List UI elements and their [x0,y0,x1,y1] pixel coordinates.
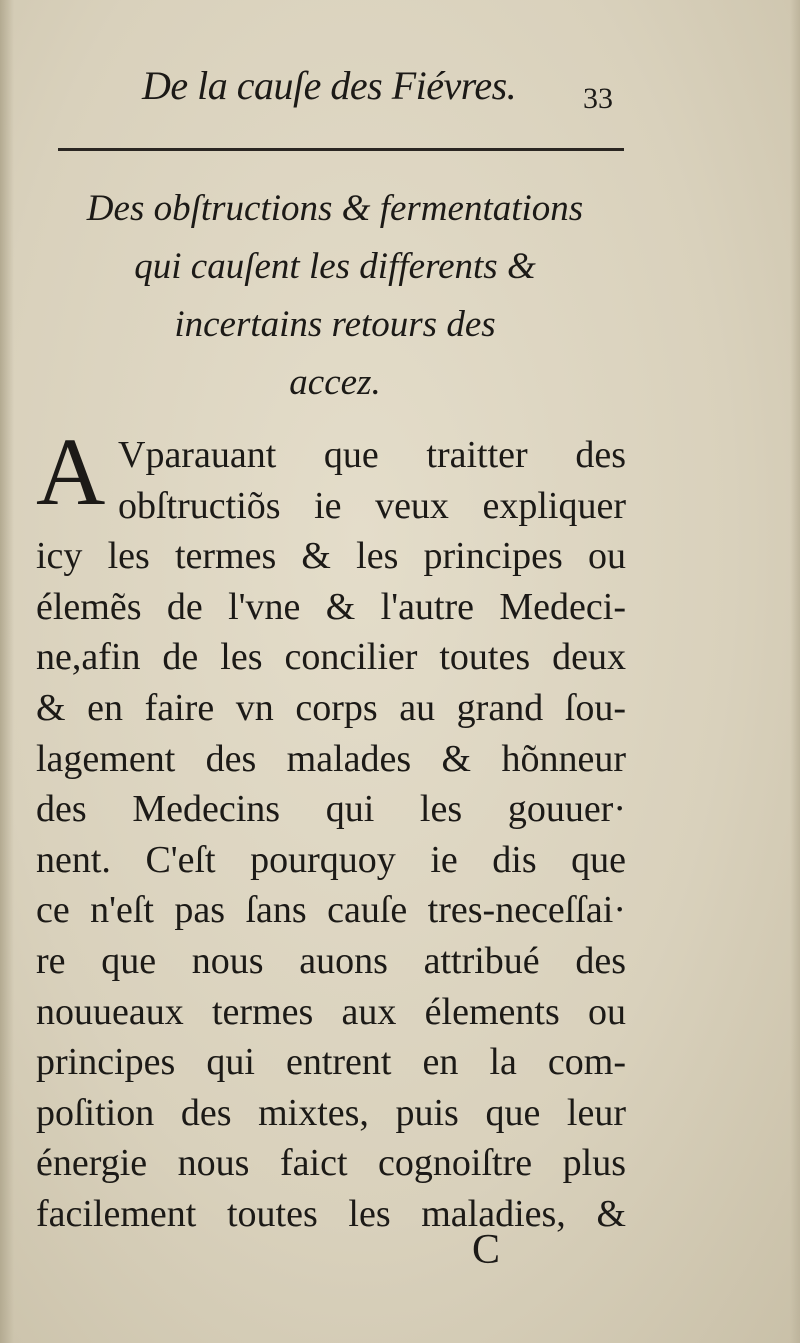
chapter-subtitle: Des obſtructions & fermentations qui cauſent les differents & incertains retours des accez. [86,188,584,403]
body-line: énergie nous faict cognoiſtre plus [36,1142,626,1185]
body-line: & en faire vn corps au grand ſou- [36,686,626,729]
page-number: 33 [583,82,613,115]
body-line: re que nous auons attribué des [36,939,626,982]
body-line: élemẽs de l'vne & l'autre Medeci- [36,585,626,628]
body-line: nouueaux termes aux élements ou [36,990,626,1033]
body-line: ce n'eſt pas ſans cauſe tres-neceſſai· [36,889,626,932]
body-line: principes qui entrent en la com- [36,1041,626,1084]
body-line: icy les termes & les principes ou [36,535,626,578]
drop-cap: A [36,418,106,525]
body-text [36,430,626,1240]
body-line: facilement toutes les maladies, & [36,1192,626,1235]
running-head-title: De la cauſe des Fiévres. [142,63,517,108]
body-line: des Medecins qui les gouuer· [36,788,626,831]
body-line: Vparauant que traitter des [118,434,626,476]
header-rule [58,148,624,151]
body-line: lagement des malades & hõnneur [36,737,626,780]
catchword: C [472,1227,501,1273]
body-line: nent. C'eſt pourquoy ie dis que [36,838,626,881]
body-line: ne,afin de les concilier toutes deux [36,636,626,679]
body-line: obſtructiõs ie veux expliquer [118,484,626,527]
body-line: poſition des mixtes, puis que leur [36,1091,626,1134]
